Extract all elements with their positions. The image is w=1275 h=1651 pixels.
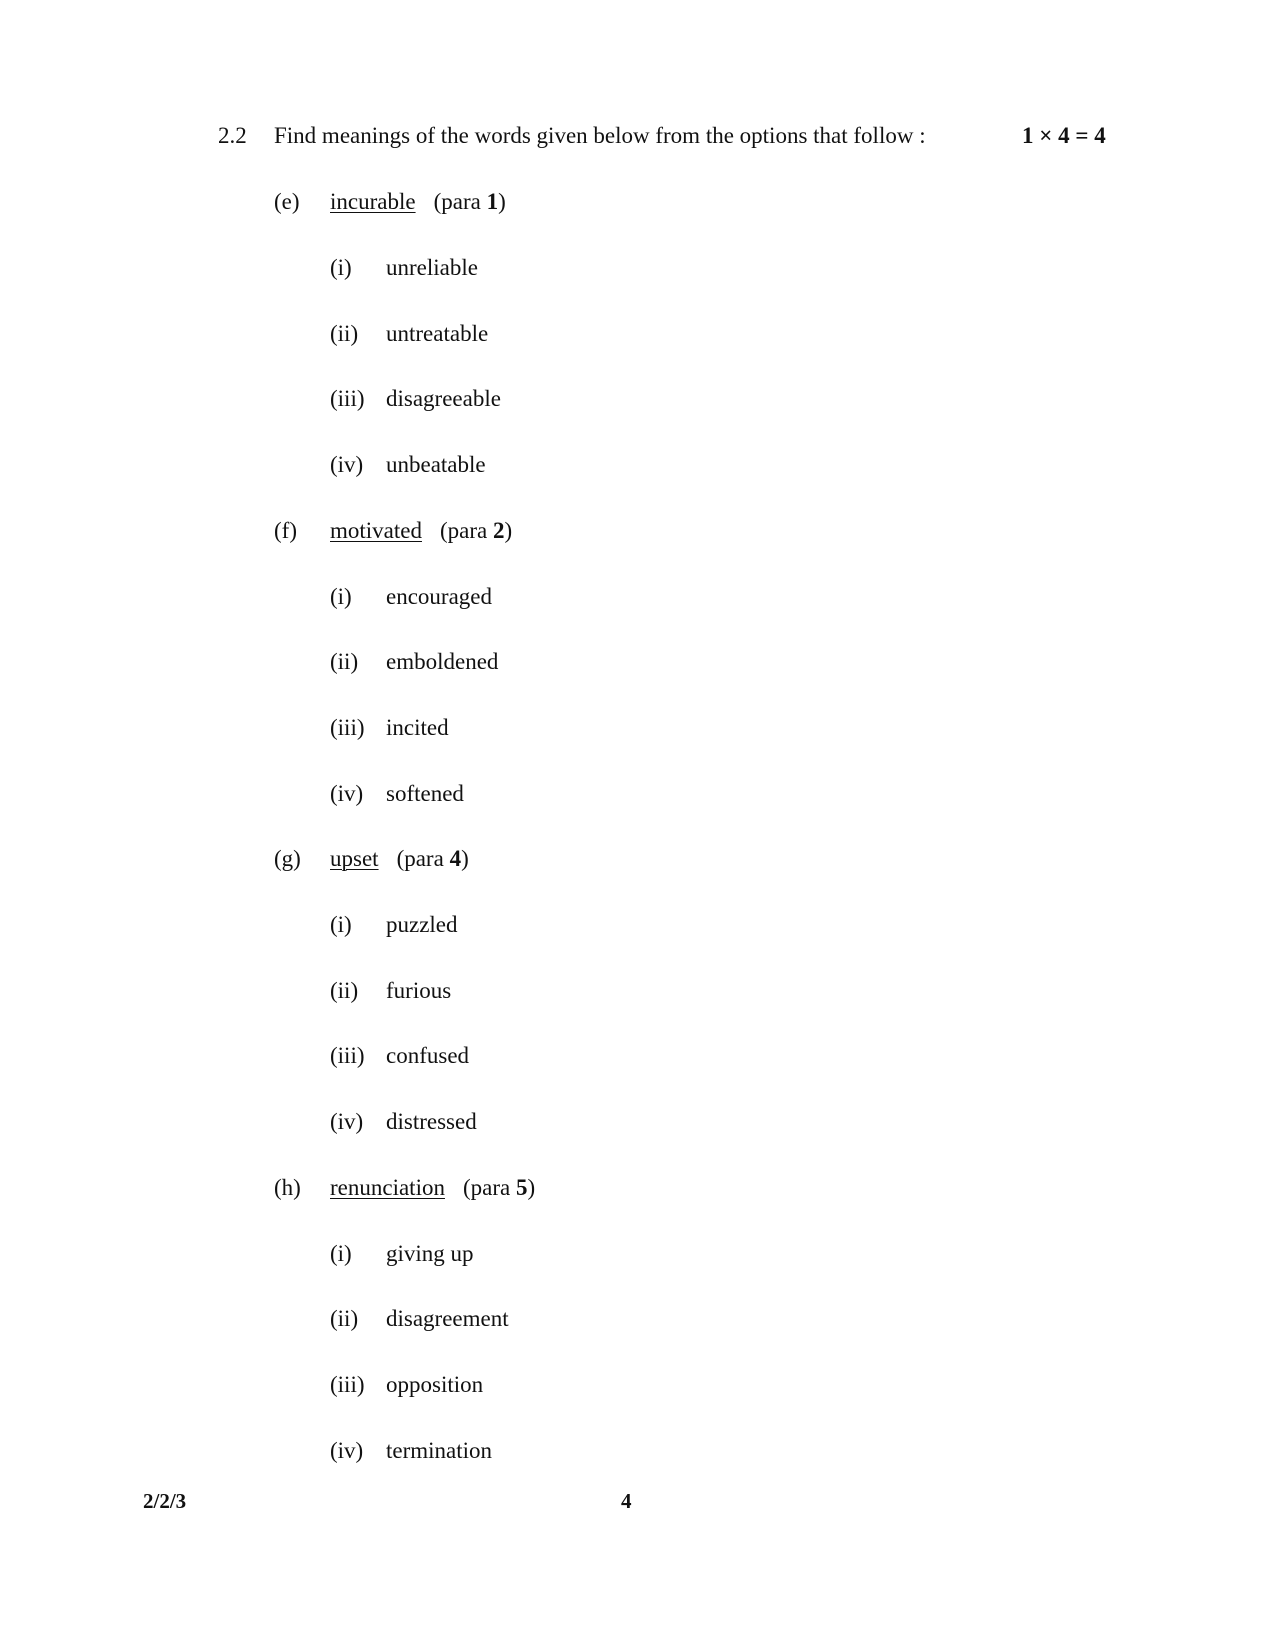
para-suffix: ) — [504, 518, 513, 543]
option-text: puzzled — [386, 912, 458, 937]
option-text: incited — [386, 715, 449, 740]
para-number: 2 — [492, 518, 505, 543]
page-number: 4 — [621, 1489, 632, 1513]
option-number: (ii) — [330, 321, 359, 346]
option-number: (ii) — [330, 649, 359, 674]
item-label: (f) — [274, 518, 297, 543]
option-text: untreatable — [386, 321, 489, 346]
option-number: (iii) — [330, 715, 365, 740]
para-prefix: (para — [439, 518, 493, 543]
item-word: upset — [330, 846, 379, 871]
para-prefix: (para — [462, 1175, 516, 1200]
option-number: (iv) — [330, 452, 364, 477]
question-number: 2.2 — [218, 123, 247, 148]
para-number: 5 — [515, 1175, 528, 1200]
option-text: disagreeable — [386, 386, 501, 411]
option-text: unreliable — [386, 255, 478, 280]
option-number: (iv) — [330, 781, 364, 806]
option-number: (ii) — [330, 1306, 359, 1331]
option-text: termination — [386, 1438, 493, 1463]
option-number: (i) — [330, 1241, 352, 1266]
option-text: giving up — [386, 1241, 474, 1266]
option-number: (ii) — [330, 978, 359, 1003]
paper-code: 2/2/3 — [143, 1489, 187, 1513]
option-number: (i) — [330, 912, 352, 937]
option-text: emboldened — [386, 649, 499, 674]
item-word: motivated — [330, 518, 422, 543]
para-prefix: (para — [433, 189, 487, 214]
option-number: (i) — [330, 584, 352, 609]
option-text: softened — [386, 781, 464, 806]
option-number: (iii) — [330, 1043, 365, 1068]
item-word-line — [330, 1176, 535, 1199]
item-word-line — [330, 847, 469, 870]
option-number: (i) — [330, 255, 352, 280]
item-word: incurable — [330, 189, 416, 214]
option-number: (iii) — [330, 1372, 365, 1397]
option-number: (iv) — [330, 1109, 364, 1134]
para-suffix: ) — [498, 189, 506, 214]
option-number: (iv) — [330, 1438, 364, 1463]
para-number: 1 — [486, 189, 499, 214]
item-word-line — [330, 519, 512, 542]
option-text: encouraged — [386, 584, 492, 609]
para-prefix: (para — [396, 846, 450, 871]
para-suffix: ) — [527, 1175, 536, 1200]
option-text: opposition — [386, 1372, 484, 1397]
para-suffix: ) — [461, 846, 469, 871]
option-text: furious — [386, 978, 452, 1003]
option-text: disagreement — [386, 1306, 509, 1331]
item-word-line — [330, 190, 506, 213]
item-label: (g) — [274, 846, 301, 871]
item-label: (h) — [274, 1175, 301, 1200]
option-text: confused — [386, 1043, 470, 1068]
item-label: (e) — [274, 189, 300, 214]
question-marks: 1 × 4 = 4 — [1022, 123, 1106, 148]
para-number: 4 — [449, 846, 462, 871]
option-text: unbeatable — [386, 452, 486, 477]
item-word: renunciation — [330, 1175, 445, 1200]
option-text: distressed — [386, 1109, 477, 1134]
option-number: (iii) — [330, 386, 365, 411]
question-instruction: Find meanings of the words given below from the options that follow : — [274, 123, 926, 148]
